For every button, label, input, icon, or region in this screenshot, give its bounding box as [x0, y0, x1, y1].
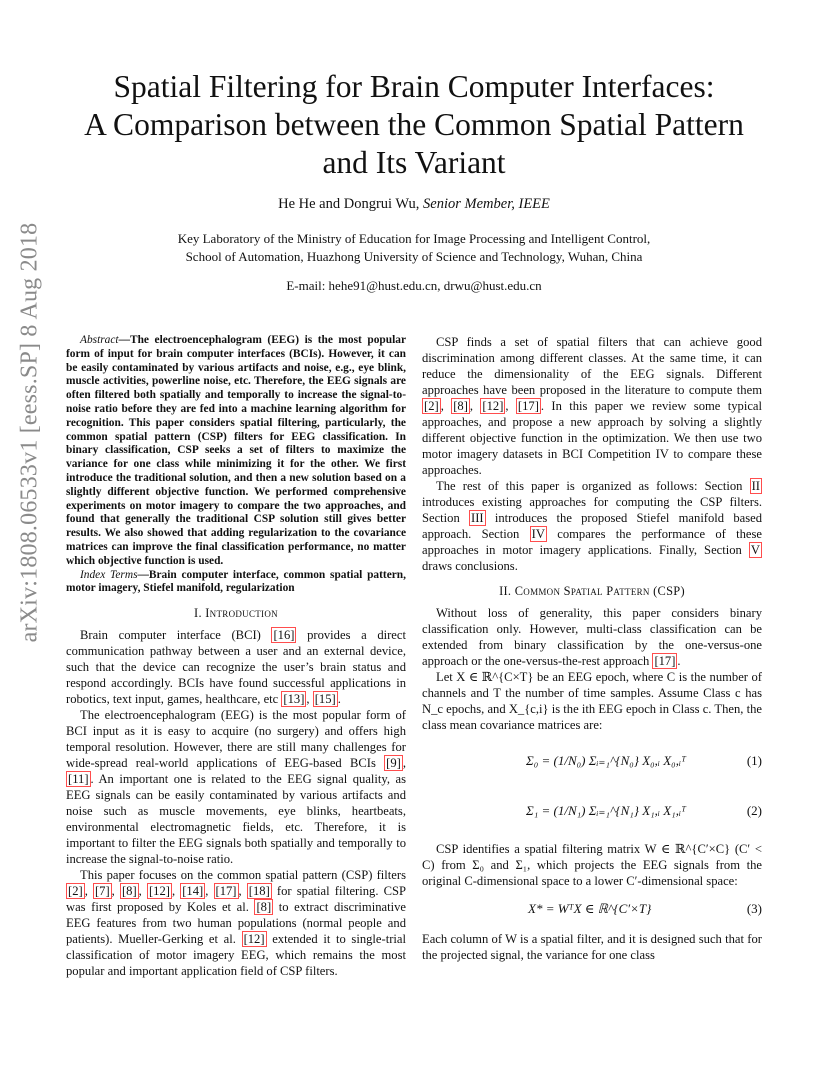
text-run: draws conclusions.	[422, 559, 518, 573]
abstract	[66, 334, 406, 569]
intro-paragraph-1	[66, 627, 406, 707]
equation-3-body: X* = WᵀX ∈ ℝ^{C′×T}	[528, 901, 652, 916]
affiliation-line: School of Automation, Huazhong University of Science and Technology, Wuhan, China	[185, 248, 643, 264]
csp-paragraph-3: CSP identifies a spatial filtering matrix W ∈ ℝ^{C′×C} (C′ < C) from Σ₀ and Σ₁, which projects the EEG signals from the original C-dimensional space to a lower C′-dimensional space:	[422, 842, 762, 888]
text-run: The rest of this paper is organized as follows: Section	[436, 479, 750, 493]
citation-link[interactable]: [17]	[517, 399, 539, 413]
citation-link[interactable]: [14]	[182, 884, 204, 899]
text-run: Brain computer interface (BCI)	[80, 628, 272, 643]
equation-3	[422, 897, 762, 923]
citation-link[interactable]: [8]	[121, 884, 137, 899]
text-run: ,	[469, 399, 481, 413]
text-run: ,	[111, 884, 120, 899]
text-run: ,	[306, 692, 313, 707]
text-run: CSP finds a set of spatial filters that can achieve good discrimination among different classes. At the same time, it can reduce the dimensionality of the EEG signals. Different approaches have been proposed in the literature to compute them	[422, 335, 762, 397]
text-run: The electroencephalogram (EEG) is the most popular form of BCI input as it is easy to acquire (no surgery) and offers high temporal resolution. However, there are still many challenges for wide-spread real-world applications of EEG-based BCIs	[66, 708, 406, 771]
text-run: .	[677, 654, 681, 668]
csp-paragraph-1	[422, 605, 762, 669]
citation-link[interactable]: [2]	[424, 399, 439, 413]
citation-link[interactable]: [17]	[654, 654, 676, 668]
text-run: ,	[238, 884, 247, 899]
text-run: to extract discriminative EEG features from two human populations (normal people and patients). Mueller-Gerking et al.	[66, 900, 406, 947]
equation-3-number: (3)	[746, 901, 762, 916]
index-terms-label: Index Terms	[80, 568, 138, 581]
title-line: Spatial Filtering for Brain Computer Interfaces:	[113, 69, 715, 104]
paper-title	[60, 68, 768, 182]
citation-link[interactable]: [2]	[68, 884, 83, 899]
citation-link[interactable]: [12]	[148, 884, 170, 899]
equation-1	[422, 741, 762, 783]
title-line: and Its Variant	[322, 145, 506, 180]
text-run: extended it to single-trial classification of motor imagery EEG, which remains the most popular and important application field of CSP filters.	[66, 932, 406, 979]
author-line	[60, 196, 768, 213]
citation-link[interactable]: [16]	[273, 628, 295, 643]
equation-2	[422, 791, 762, 833]
left-column	[66, 334, 406, 979]
text-run: ,	[402, 756, 406, 771]
citation-link[interactable]: [7]	[94, 884, 110, 899]
equation-2-body: Σ₁ = (1/N₁) Σᵢ₌₁^{N₁} X₁,ᵢ X₁,ᵢᵀ	[526, 803, 687, 818]
section-link[interactable]: III	[471, 511, 484, 525]
csp-paragraph-2: Let X ∈ ℝ^{C×T} be an EEG epoch, where C is the number of channels and T the number of time samples. Assume Class c has N_c epochs, and X_{c,i} is the ith EEG epoch in Class c. Then, the class mean covariance matrices are:	[422, 670, 762, 732]
text-run: Without loss of generality, this paper considers binary classification only. However, multi-class classification can be extended from binary classification by the one-versus-one approach or the one-versus-the-rest approach	[422, 606, 762, 668]
text-run: ,	[84, 884, 93, 899]
citation-link[interactable]: [13]	[283, 692, 305, 707]
citation-link[interactable]: [15]	[314, 692, 336, 707]
section-link[interactable]: V	[750, 543, 760, 557]
intro-paragraph-2	[66, 707, 406, 867]
text-run: ,	[505, 399, 516, 413]
text-run: ,	[171, 884, 181, 899]
text-run: introduces existing approaches for computing the CSP filters. Section	[422, 495, 762, 525]
csp-paragraph-4: Each column of W is a spatial filter, and it is designed such that for the projected signal, the variance for one class	[422, 932, 762, 962]
abstract-label: Abstract	[80, 334, 119, 346]
section-heading-introduction: I. Introduction	[194, 606, 278, 621]
citation-link[interactable]: [8]	[256, 900, 272, 915]
citation-link[interactable]: [12]	[482, 399, 504, 413]
equation-1-body: Σ₀ = (1/N₀) Σᵢ₌₁^{N₀} X₀,ᵢ X₀,ᵢᵀ	[526, 753, 687, 768]
index-terms	[66, 569, 406, 597]
section-heading-csp: II. Common Spatial Pattern (CSP)	[499, 584, 685, 598]
section-link[interactable]: II	[751, 479, 760, 493]
text-run: This paper focuses on the common spatial pattern (CSP) filters	[80, 868, 406, 883]
title-line: A Comparison between the Common Spatial Pattern	[84, 107, 744, 142]
citation-link[interactable]: [17]	[215, 884, 237, 899]
text-run: . An important one is related to the EEG signal quality, as EEG signals can be easily contaminated by various artifacts and noise such as muscle movements, eye blinks, heartbeats, environmental electromagnetic fields, etc. Therefore, it is important to filter the EEG signals both spatially and temporally to increase the signal-to-noise ratio.	[66, 772, 406, 867]
equation-2-number: (2)	[746, 803, 762, 818]
email-line: E-mail: hehe91@hust.edu.cn, drwu@hust.edu.cn	[286, 278, 542, 293]
affiliation-line: Key Laboratory of the Ministry of Education for Image Processing and Intelligent Control,	[177, 231, 651, 246]
text-run: . In this paper we review some typical approaches, and propose a new approach by solving a slightly different objective function in the optimization. We then use two motor imagery datasets in BCI Competition IV to compare these approaches.	[422, 399, 763, 477]
right-column	[422, 334, 762, 963]
citation-link[interactable]: [8]	[453, 399, 468, 413]
right-intro-paragraph-1	[422, 334, 762, 478]
intro-paragraph-3	[66, 867, 406, 979]
text-run: for spatial filtering. CSP was first proposed by Koles et al.	[66, 884, 407, 915]
citation-link[interactable]: [9]	[386, 756, 401, 771]
author-role: Senior Member, IEEE	[423, 196, 550, 212]
text-run: ,	[205, 884, 214, 899]
arxiv-identifier: arXiv:1808.06533v1 [eess.SP] 8 Aug 2018	[16, 222, 43, 642]
right-intro-paragraph-2	[422, 478, 762, 574]
text-run: compares the performance of these approaches in motor imagery applications. Finally, Section	[422, 527, 763, 557]
text-run: .	[337, 692, 341, 707]
abstract-text: —The electroencephalogram (EEG) is the most popular form of input for brain computer interfaces (BCIs). However, it can be easily contaminated by various artifacts and noise, e.g., eye blink, muscle activities, powerline noise, etc. Therefore, the EEG signals are often filtered both spatially and temporally to increase the signal-to-noise ratio before they are fed into a machine learning algorithm for recognition. This paper considers spatial filtering, particularly, the common spatial pattern (CSP) filters for EEG classification. In binary classification, CSP seeks a set of filters to maximize the variance for one class while minimizing it for the other. We first introduce the traditional solution, and then a new solution based on a slightly different objective function. We performed comprehensive experiments on motor imagery to compare the two approaches, and found that generally the traditional CSP solution still gives better results. We also showed that adding regularization to the covariance matrices can improve the final classification performance, no matter which objective function is used.	[66, 334, 406, 567]
affiliation	[60, 230, 768, 265]
equation-1-number: (1)	[746, 753, 762, 768]
index-terms-text: —Brain computer interface, common spatial pattern, motor imagery, Stiefel manifold, regularization	[66, 568, 406, 595]
author-names: He He and Dongrui Wu,	[278, 196, 424, 212]
arxiv-stamp	[8, 222, 52, 642]
text-run: ,	[440, 399, 452, 413]
text-run: provides a direct communication pathway between a user and an external device, such that the device can recognize the user’s brain status and respond accordingly. BCIs have found successful applications in robotics, text input, games, healthcare, etc	[66, 628, 406, 707]
citation-link[interactable]: [18]	[248, 884, 270, 899]
citation-link[interactable]: [11]	[68, 772, 89, 787]
text-run: ,	[138, 884, 147, 899]
section-link[interactable]: IV	[531, 527, 545, 541]
text-run: introduces the proposed Stiefel manifold based approach. Section	[422, 511, 762, 541]
citation-link[interactable]: [12]	[243, 932, 265, 947]
